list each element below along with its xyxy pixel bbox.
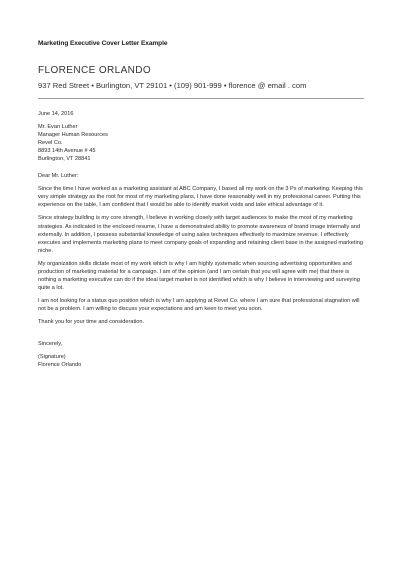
signature: (Signature) xyxy=(38,354,66,361)
recipient-line: Revel Co. xyxy=(38,140,63,147)
paragraph: Since the time I have worked as a marketing assistant at ABC Company, I based all my work on the 3 Ps of marketing. Keeping this very simple strategy as the root for most of my marketing plans, I have done reasonably well in my professional career. Putting this experience on the table, I am confident that I would be able to identify market voids and take ethical advantage of it. xyxy=(38,186,363,209)
letter-date: June 14, 2016 xyxy=(38,111,74,117)
salutation: Dear Mr. Luther: xyxy=(38,173,79,180)
document-title: Marketing Executive Cover Letter Example xyxy=(38,40,168,47)
paragraph: I am not looking for a status quo position which is why I am applying at Revel Co. where I am sure that professional stagnation will not be a problem. I am willing to discuss your expectations and am keen to meet you soon. xyxy=(38,297,360,312)
header-divider xyxy=(38,98,364,99)
paragraph: Thank you for your time and consideration. xyxy=(38,318,145,325)
letter-body xyxy=(38,110,366,369)
recipient-line: Manager Human Resources xyxy=(38,132,108,139)
signer-name: Florence Orlando xyxy=(38,362,82,369)
sender-contact: 937 Red Street • Burlington, VT 29101 • (109) 901-999 • florence @ email . com xyxy=(38,81,307,90)
sender-name: FLORENCE ORLANDO xyxy=(38,65,152,76)
closing: Sincerely, xyxy=(38,341,63,348)
recipient-line: Mr. Evan Luther xyxy=(38,124,78,131)
recipient-line: Burlington, VT 28841 xyxy=(38,156,91,163)
paragraph: Since strategy building is my core strength, I believe in working closely with target audiences to make the most of my marketing strategies. As indicated in the enclosed resume, I have a demonstrated ability to promote awareness of brand image internally and externally. In addition, I possess substantial knowledge of using sales techniques effectively to maximize revenue. I effectively executes and implements marketing plans to meet company goals of expanding and retaining client base in the assigned marketing niche. xyxy=(38,215,363,254)
recipient-line: 8893 14th Avenue # 45 xyxy=(38,148,96,155)
paragraph: My organization skills dictate most of my work which is why I am highly systematic when sourcing advertising opportunities and production of marketing material for a campaign. I am of the opinion (and I am certain that you will agree with me) that there is nothing a marketing executive can do if the ideal target market is not identified which is why I believe in interviewing and surveying quite a lot. xyxy=(38,260,360,291)
